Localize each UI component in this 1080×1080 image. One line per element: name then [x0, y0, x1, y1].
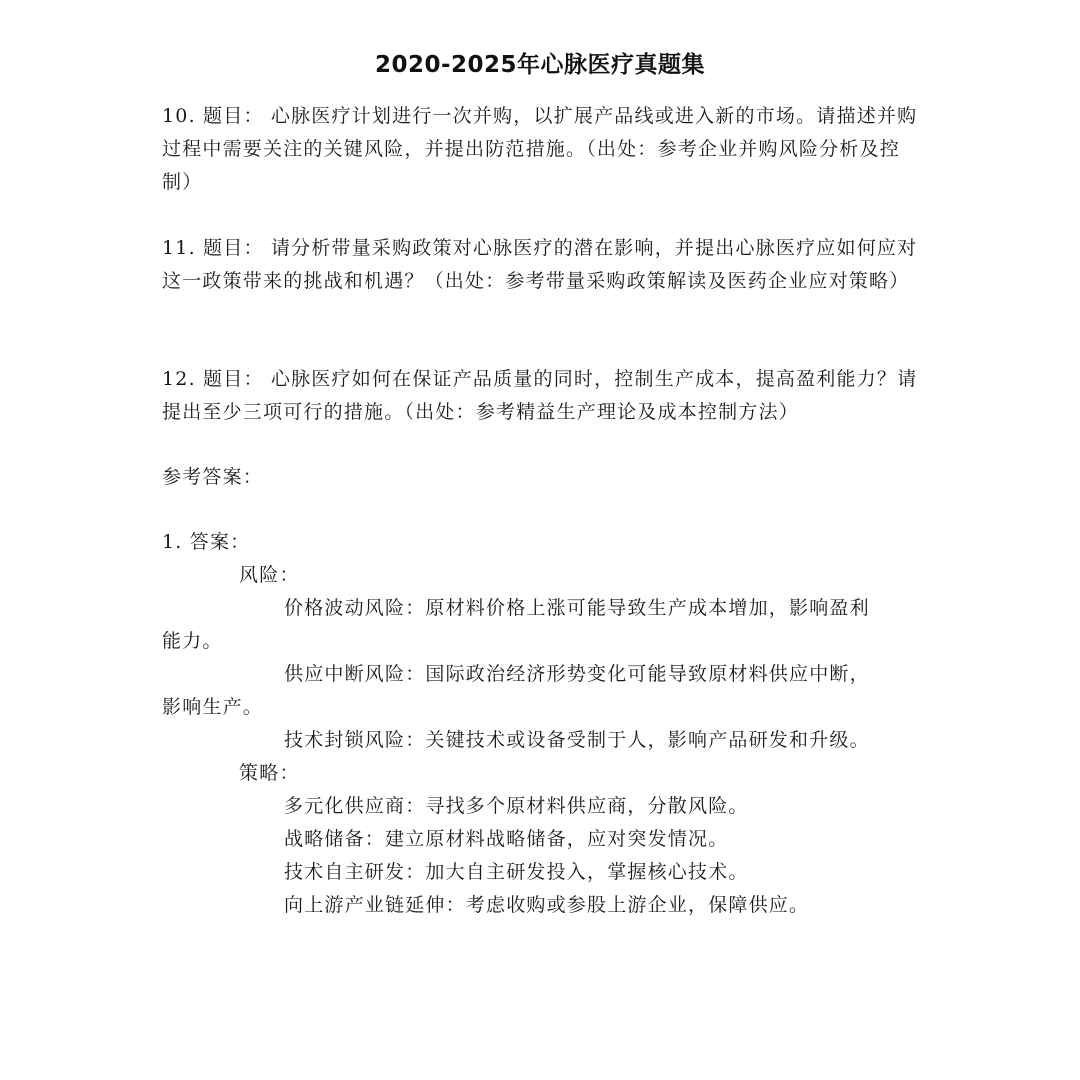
- question-label: 12. 题目：: [162, 368, 264, 390]
- question-text: 心脉医疗计划进行一次并购，以扩展产品线或进入新的市场。请描述并购过程中需要关注的关键风险，并提出防范措施。（出处：参考企业并购风险分析及控制）: [162, 105, 918, 193]
- risk-item-1-line2: 能力。: [162, 630, 223, 652]
- risk-item-2-line2: 影响生产。: [162, 696, 264, 718]
- question-text: 心脉医疗如何在保证产品质量的同时，控制生产成本，提高盈利能力？请提出至少三项可行的措施。（出处：参考精益生产理论及成本控制方法）: [162, 368, 918, 423]
- question-label: 10. 题目：: [162, 105, 264, 127]
- question-label: 11. 题目：: [162, 237, 264, 259]
- question-12: [162, 363, 922, 429]
- answers-heading: [162, 461, 922, 494]
- risk-item-2-line1: 供应中断风险：国际政治经济形势变化可能导致原材料供应中断，: [284, 663, 870, 685]
- question-11: [162, 232, 922, 298]
- risk-heading: 风险：: [239, 564, 300, 586]
- strategy-item-4: 向上游产业链延伸：考虑收购或参股上游企业，保障供应。: [284, 894, 810, 916]
- question-10: [162, 100, 922, 199]
- document-title: 2020-2025年心脉医疗真题集: [374, 52, 706, 78]
- risk-item-1-line1: 价格波动风险：原材料价格上涨可能导致生产成本增加，影响盈利: [284, 597, 870, 619]
- strategy-item-2: 战略储备：建立原材料战略储备，应对突发情况。: [284, 828, 729, 850]
- answer-1: [162, 526, 922, 922]
- risk-item-3: 技术封锁风险：关键技术或设备受制于人，影响产品研发和升级。: [284, 729, 870, 751]
- answers-heading-text: 参考答案：: [162, 466, 264, 488]
- strategy-item-1: 多元化供应商：寻找多个原材料供应商，分散风险。: [284, 795, 749, 817]
- question-text: 请分析带量采购政策对心脉医疗的潜在影响，并提出心脉医疗应如何应对这一政策带来的挑战和机遇？（出处：参考带量采购政策解读及医药企业应对策略）: [162, 237, 918, 292]
- strategy-heading: 策略：: [239, 762, 300, 784]
- answer-label: 1. 答案：: [162, 531, 251, 553]
- strategy-item-3: 技术自主研发：加大自主研发投入，掌握核心技术。: [284, 861, 749, 883]
